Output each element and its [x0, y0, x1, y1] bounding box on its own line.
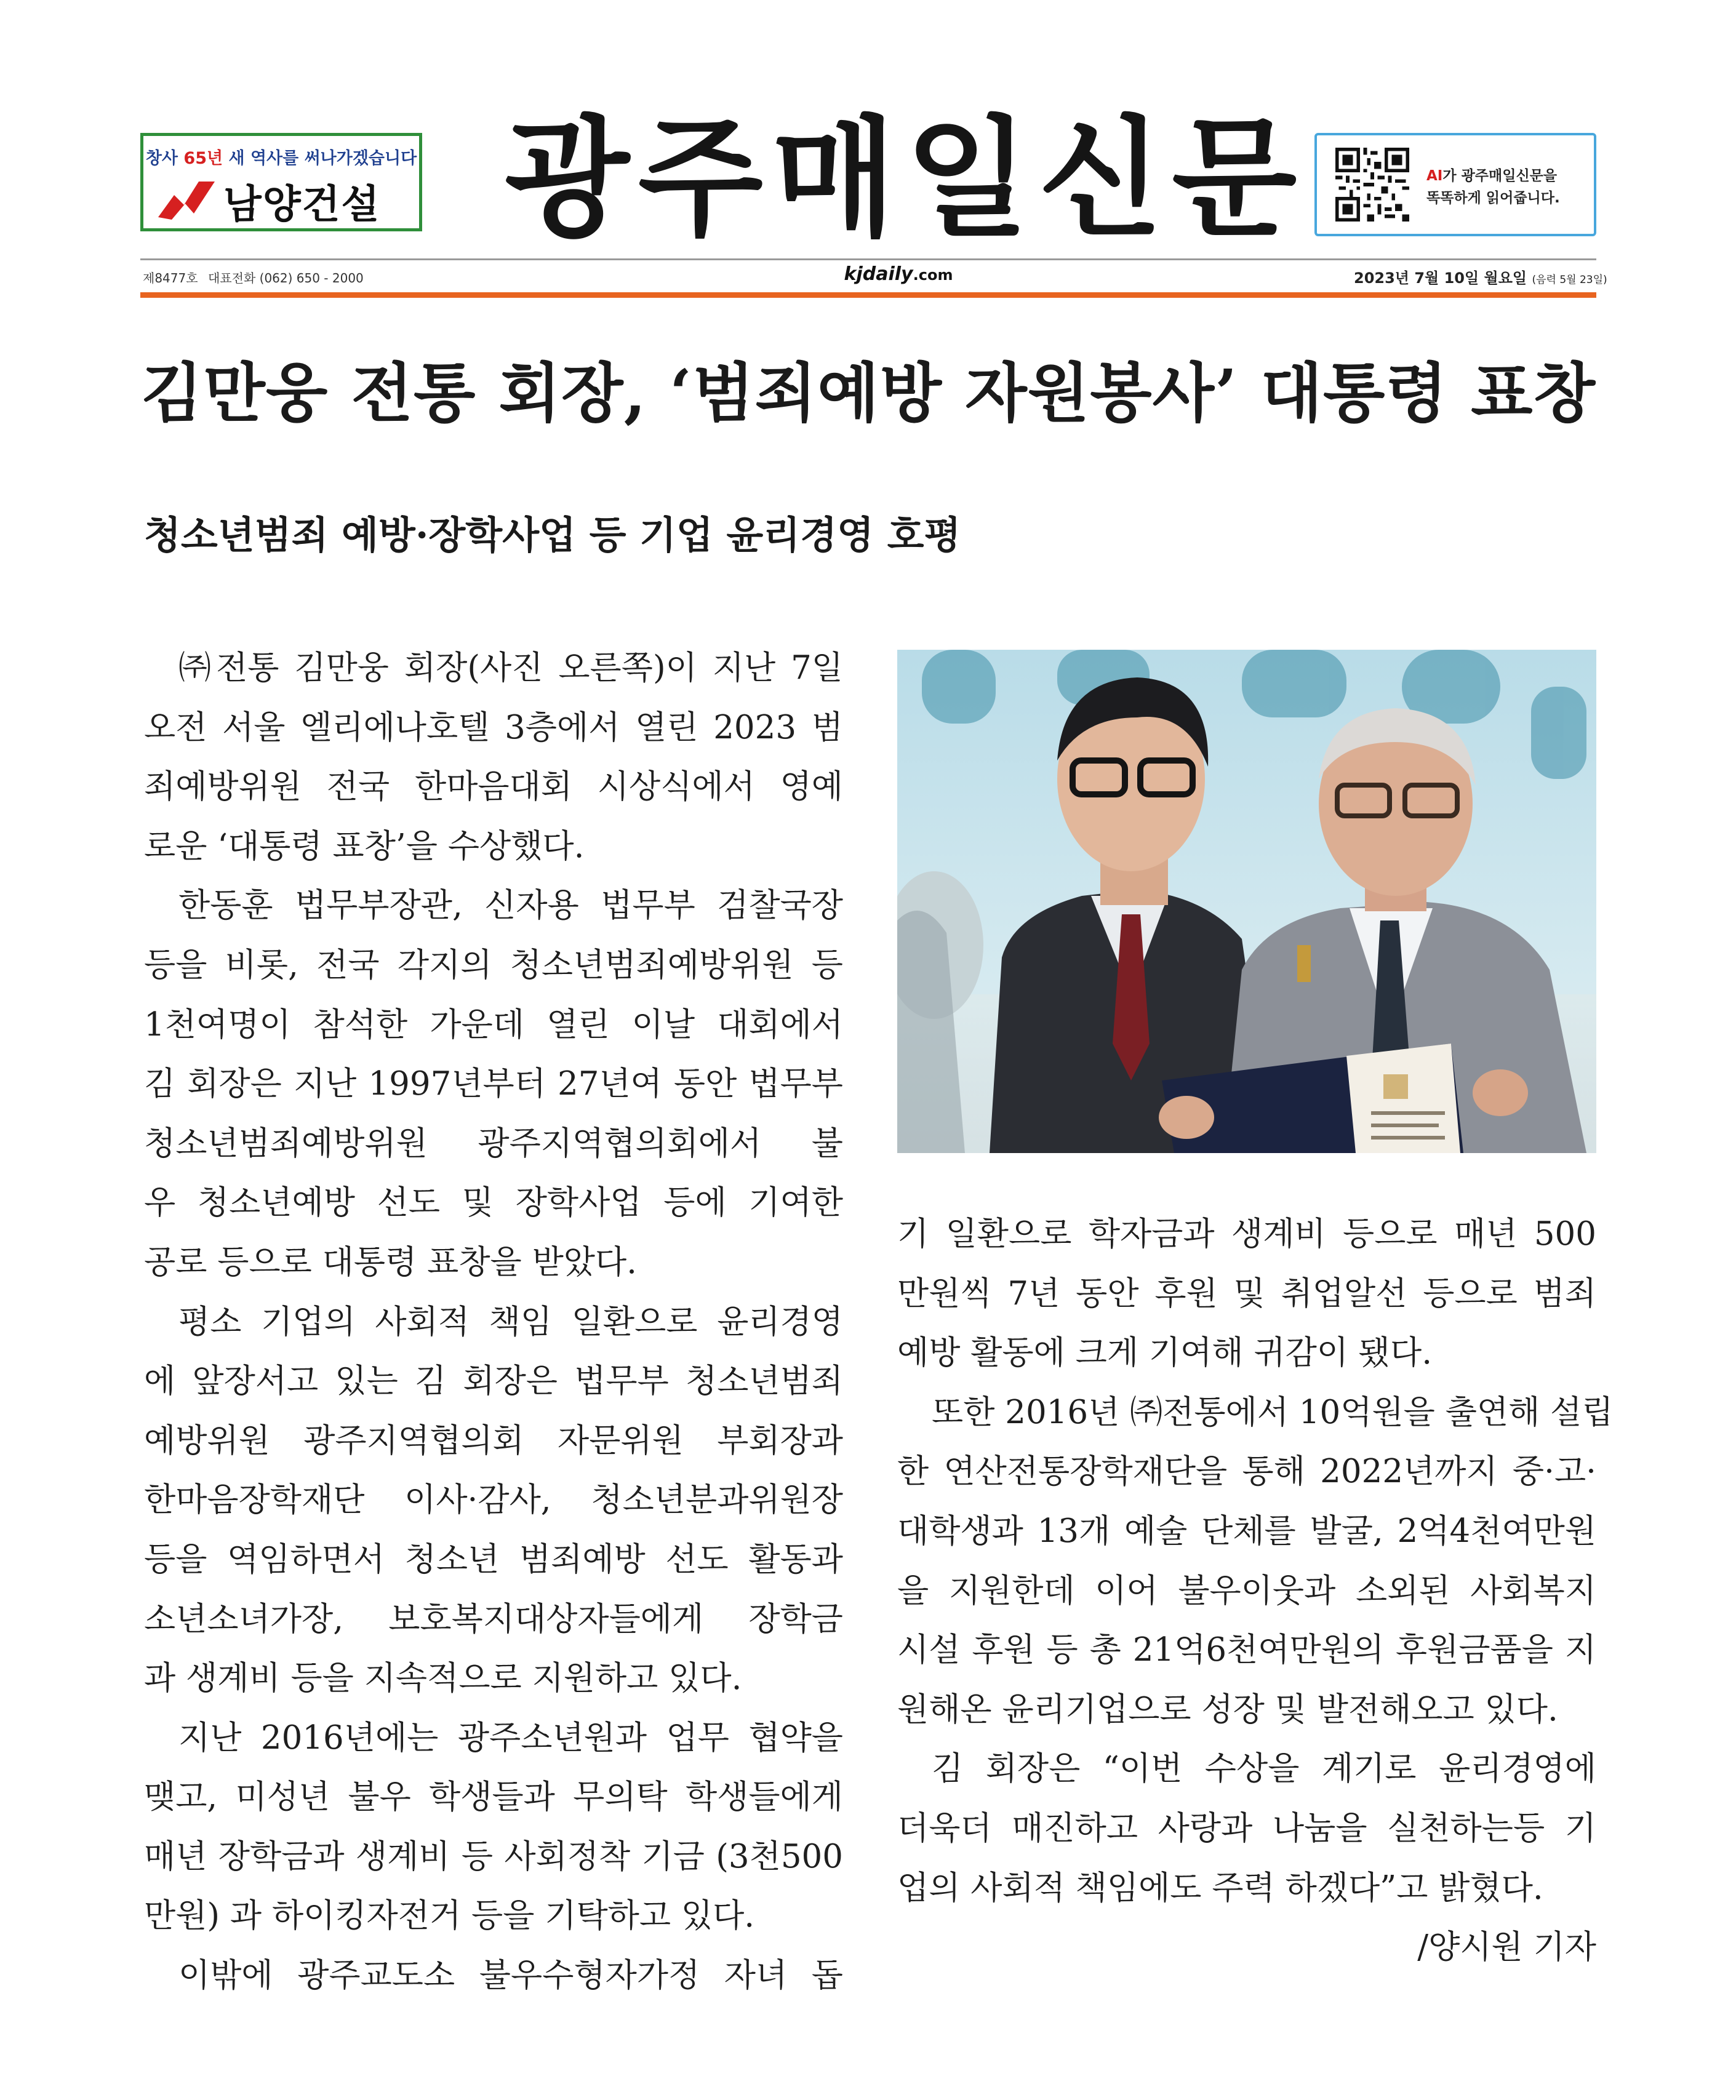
body-line: 만원) 과 하이킹자전거 등을 기탁하고 있다. — [144, 1897, 755, 1935]
ai-promo-line1: 가 광주매일신문을 — [1442, 168, 1558, 184]
body-line: 더욱더 매진하고 사랑과 나눔을 실천하는등 기 — [897, 1809, 1596, 1847]
body-line: 소년소녀가장, 보호복지대상자들에게 장학금 — [144, 1600, 843, 1638]
ai-reader-text — [1426, 165, 1586, 209]
body-line: 한마음장학재단 이사·감사, 청소년분과위원장 — [144, 1481, 843, 1519]
body-line: 등을 비롯, 전국 각지의 청소년범죄예방위원 등 — [144, 946, 843, 984]
body-line: 죄예방위원 전국 한마음대회 시상식에서 영예 — [144, 768, 843, 806]
newspaper-title: 광주매일신문 — [505, 103, 1306, 254]
ai-reader-promo[interactable] — [1314, 133, 1596, 236]
body-line: 오전 서울 엘리에나호텔 3층에서 열린 2023 범 — [144, 708, 843, 746]
lunar-date: (음력 5월 23일) — [1532, 274, 1607, 286]
sponsor-ad[interactable] — [140, 133, 422, 231]
article-body-right — [897, 1205, 1614, 1978]
masthead-accent-bar — [140, 292, 1596, 298]
phone-number: 대표전화 (062) 650 - 2000 — [208, 271, 364, 285]
body-line: 김 회장은 “이번 수상을 계기로 윤리경영에 — [932, 1750, 1596, 1788]
body-line: 이밖에 광주교도소 불우수형자가정 자녀 돕 — [178, 1957, 843, 1995]
body-line: 을 지원한데 이어 불우이웃과 소외된 사회복지 — [897, 1571, 1596, 1610]
body-line: 에 앞장서고 있는 김 회장은 법무부 청소년범죄 — [144, 1362, 843, 1400]
body-line: 대학생과 13개 예술 단체를 발굴, 2억4천여만원 — [897, 1512, 1596, 1550]
ad-brand-name: 남양건설 — [223, 182, 381, 228]
ad-slogan-suffix: 새 역사를 써나가겠습니다 — [228, 149, 417, 168]
body-line: 맺고, 미성년 불우 학생들과 무의탁 학생들에게 — [144, 1778, 843, 1816]
website-link[interactable] — [818, 263, 978, 285]
website-suffix: .com — [913, 266, 953, 284]
body-line: ㈜전통 김만웅 회장(사진 오른쪽)이 지난 7일 — [178, 649, 843, 687]
body-line: 우 청소년예방 선도 및 장학사업 등에 기여한 — [144, 1184, 843, 1222]
body-line: 한 연산전통장학재단을 통해 2022년까지 중·고· — [897, 1453, 1596, 1491]
body-line: 예방 활동에 크게 기여해 귀감이 됐다. — [897, 1334, 1433, 1372]
article-byline: /양시원 기자 — [1417, 1928, 1596, 1966]
body-line: 지난 2016년에는 광주소년원과 업무 협약을 — [178, 1719, 843, 1757]
date-text: 2023년 7월 10일 월요일 — [1354, 269, 1527, 287]
article-subheadline: 청소년범죄 예방·장학사업 등 기업 윤리경영 호평 — [144, 513, 961, 557]
body-line: 원해온 윤리기업으로 성장 및 발전해오고 있다. — [897, 1690, 1558, 1728]
article-headline: 김만웅 전통 회장, ‘범죄예방 자원봉사’ 대통령 표창 — [140, 355, 1596, 431]
body-line: 로운 ‘대통령 표창’을 수상했다. — [144, 827, 585, 865]
body-line: 예방위원 광주지역협의회 자문위원 부회장과 — [144, 1421, 843, 1459]
body-line: 시설 후원 등 총 21억6천여만원의 후원금품을 지 — [897, 1631, 1596, 1669]
qr-code-icon[interactable] — [1335, 148, 1409, 222]
body-line: 과 생계비 등을 지속적으로 지원하고 있다. — [144, 1659, 742, 1698]
body-line: 매년 장학금과 생계비 등 사회정착 기금 (3천500 — [144, 1837, 843, 1875]
ai-label: AI — [1426, 168, 1443, 184]
ad-slogan-number: 65년 — [183, 149, 223, 168]
body-line: 청소년범죄예방위원 광주지역협의회에서 불 — [144, 1124, 843, 1162]
website-main: kjdaily — [844, 263, 913, 285]
body-line: 1천여명이 참석한 가운데 열린 이날 대회에서 — [144, 1005, 843, 1044]
body-line: 또한 2016년 ㈜전통에서 10억원을 출연해 설립 — [932, 1393, 1614, 1431]
body-line: 한동훈 법무부장관, 신자용 법무부 검찰국장 — [178, 887, 843, 925]
body-line: 기 일환으로 학자금과 생계비 등으로 매년 500 — [897, 1215, 1596, 1253]
body-line: 평소 기업의 사회적 책임 일환으로 윤리경영 — [178, 1303, 843, 1341]
body-line: 업의 사회적 책임에도 주력 하겠다”고 밝혔다. — [897, 1869, 1543, 1907]
body-line: 김 회장은 지난 1997년부터 27년여 동안 법무부 — [144, 1065, 843, 1103]
body-line: 공로 등으로 대통령 표창을 받았다. — [144, 1243, 638, 1281]
issue-number: 제8477호 — [143, 271, 198, 285]
masthead-rule — [140, 258, 1596, 260]
ad-slogan — [143, 145, 419, 169]
publication-date — [1354, 266, 1607, 287]
ai-promo-line2: 똑똑하게 읽어줍니다. — [1426, 190, 1560, 206]
ad-slogan-prefix: 창사 — [145, 149, 178, 168]
body-line: 등을 역임하면서 청소년 범죄예방 선도 활동과 — [144, 1540, 843, 1578]
namyang-logo-icon — [156, 177, 217, 223]
article-body-left — [144, 639, 843, 2006]
body-line: 만원씩 7년 동안 후원 및 취업알선 등으로 범죄 — [897, 1274, 1596, 1312]
article-photo — [897, 650, 1596, 1153]
